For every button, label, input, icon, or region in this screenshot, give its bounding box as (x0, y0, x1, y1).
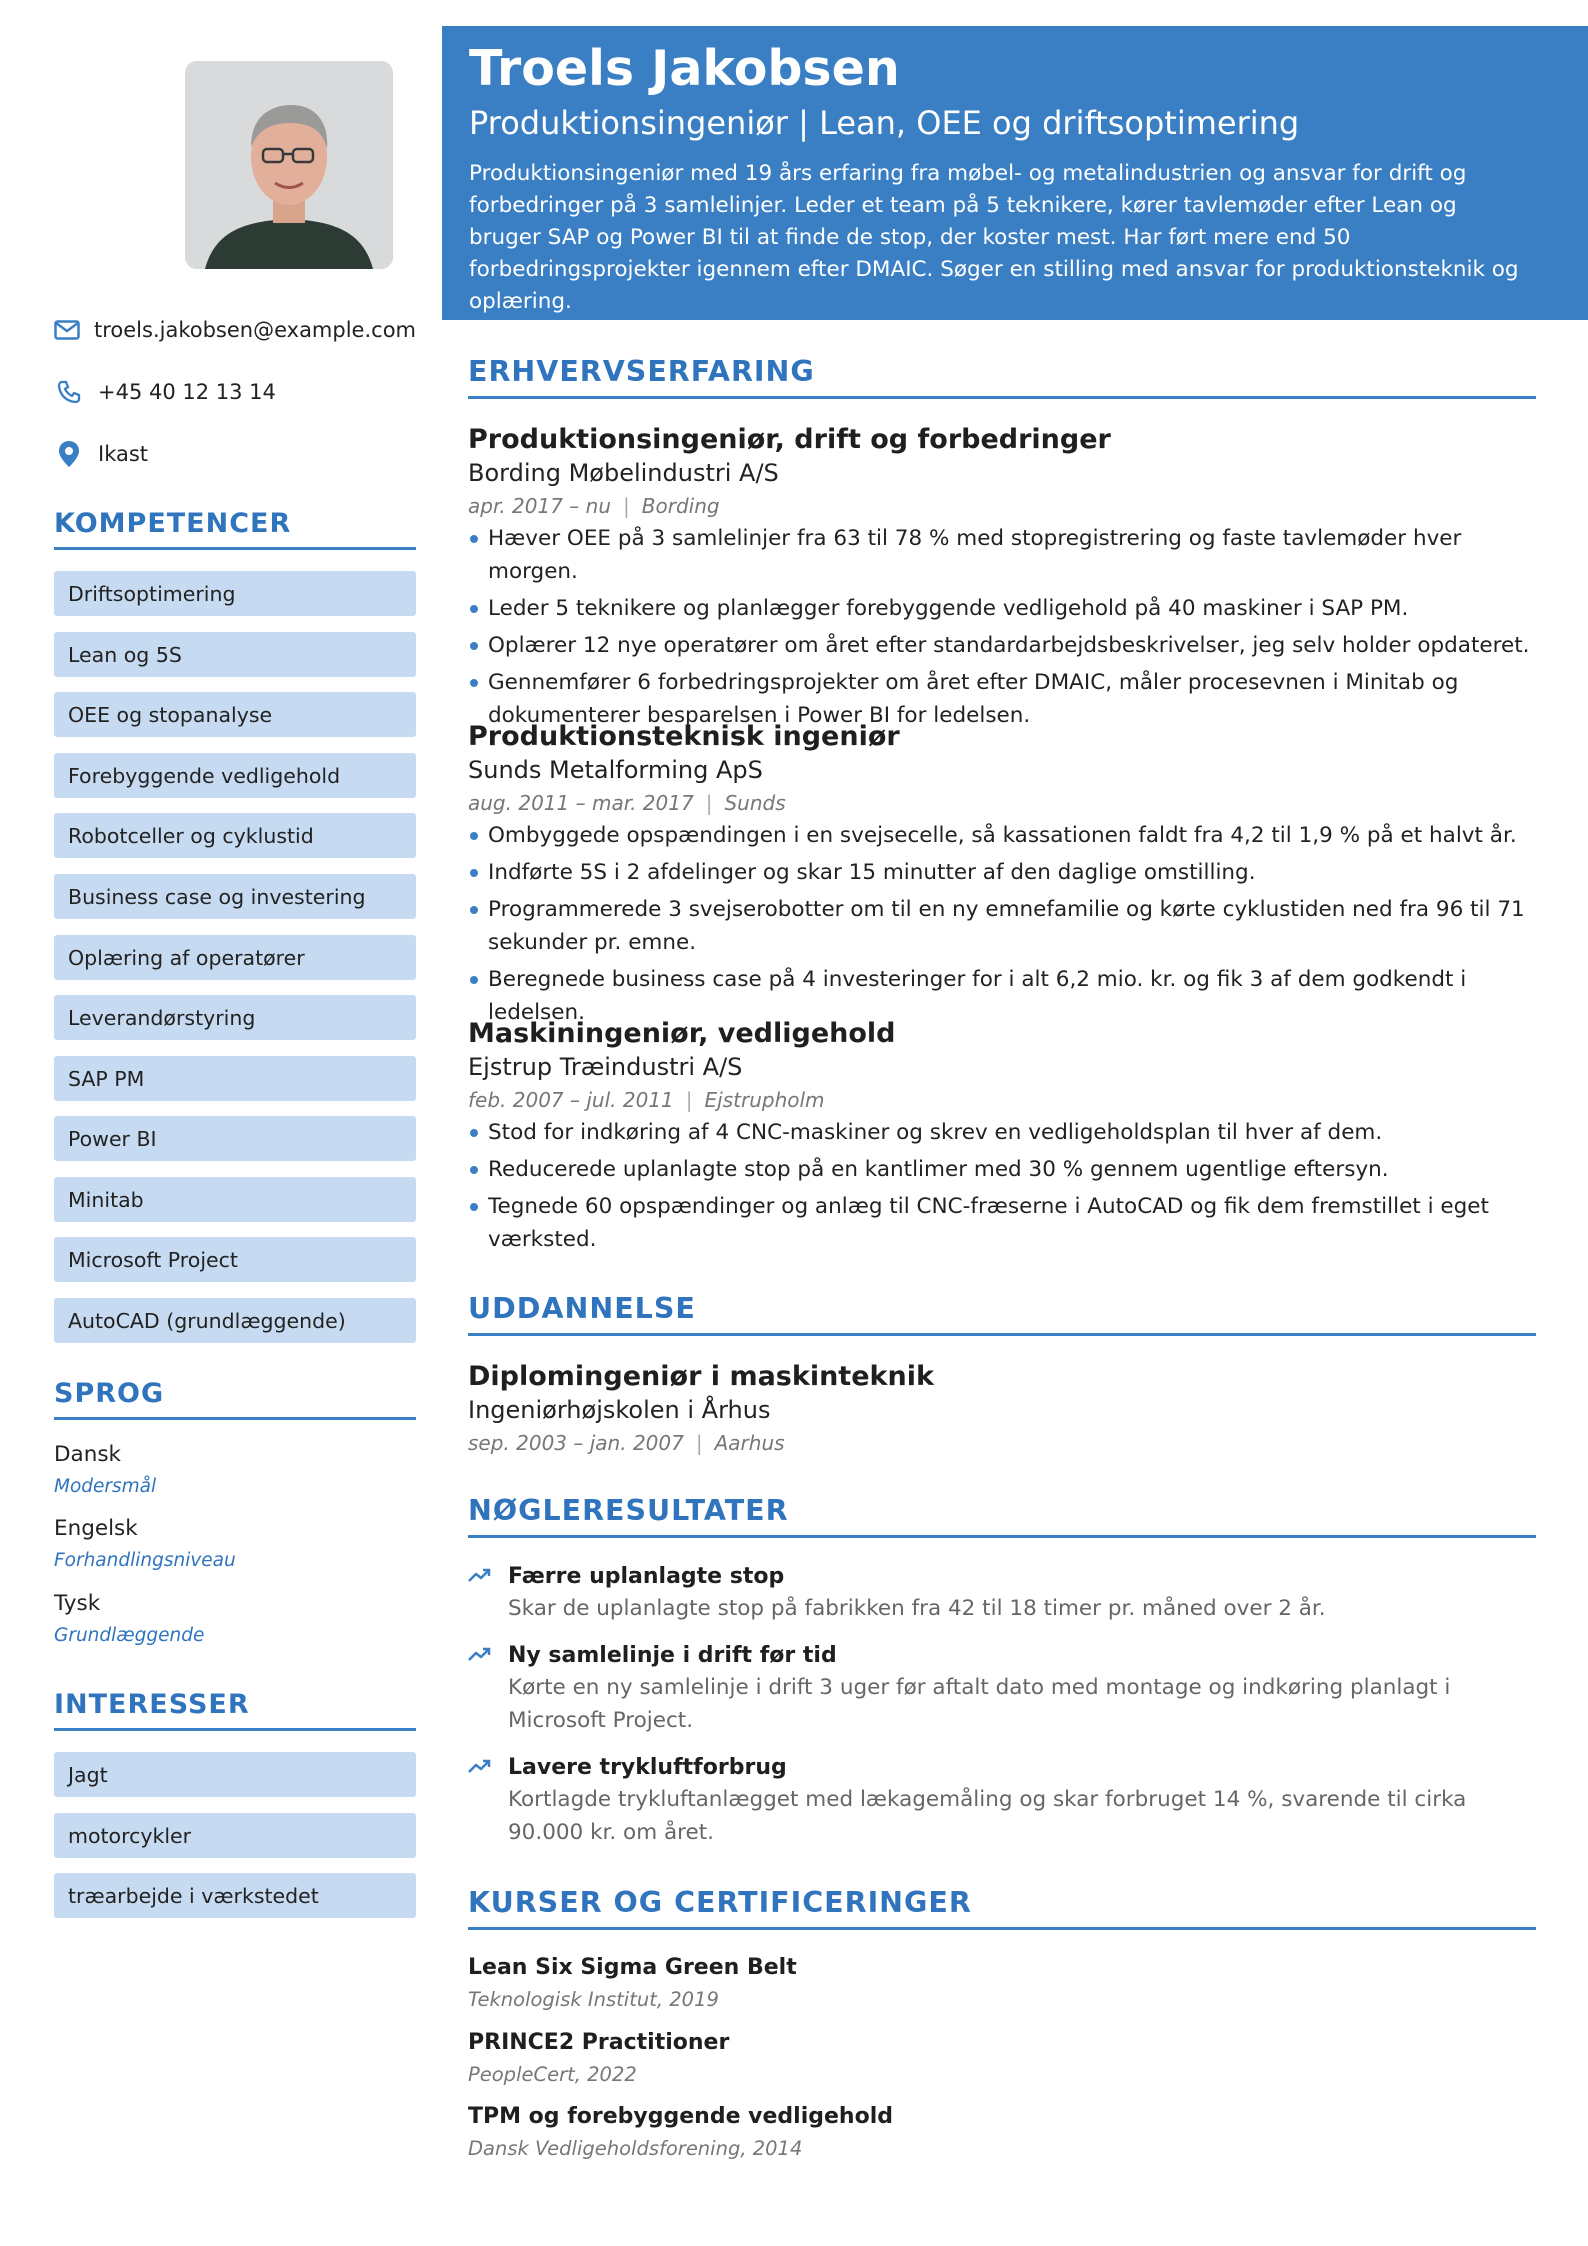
skill-chip: Driftsoptimering (54, 571, 416, 616)
candidate-title: Produktionsingeniør | Lean, OEE og driftsoptimering (469, 104, 1300, 142)
interest-chip: Jagt (54, 1752, 416, 1797)
skill-chip: Oplæring af operatører (54, 935, 416, 980)
job-title: Produktionsteknisk ingeniør (468, 721, 900, 752)
bullet-item: Leder 5 teknikere og planlægger forebyggende vedligehold på 40 maskiner i SAP PM. (468, 592, 1548, 625)
skill-chip: Power BI (54, 1116, 416, 1161)
job-location: Ejstrupholm (704, 1088, 825, 1112)
location-text: Ikast (98, 442, 149, 466)
job-bullets (468, 522, 1548, 736)
cert-org: PeopleCert, 2022 (468, 2063, 637, 2086)
separator: | (623, 494, 630, 518)
portrait-image (185, 61, 393, 269)
bullet-item: Beregnede business case på 4 investeringer for i alt 6,2 mio. kr. og fik 3 af dem godkendt i ledelsen. (468, 963, 1548, 1029)
trending-up-icon (468, 1645, 492, 1663)
separator: | (695, 1431, 703, 1455)
job-meta (468, 791, 786, 815)
profile-summary: Produktionsingeniør med 19 års erfaring fra møbel- og metalindustrien og ansvar for drift og forbedringer på 3 samlelinjer. Leder et team på 5 teknikere, kører tavlemøder efter Lean og bruger SAP og Power BI til at finde de stop, der koster mest. Har ført mere end 50 forbedringsprojekter igennem efter DMAIC. Søger en stilling med ansvar for produktionsteknik og oplæring. (469, 161, 1519, 314)
cert-name: Lean Six Sigma Green Belt (468, 1955, 797, 1980)
job-dates: apr. 2017 – nu (468, 494, 612, 518)
skill-chip: OEE og stopanalyse (54, 692, 416, 737)
result-text: Kortlagde trykluftanlægget med lækagemåling og skar forbruget 14 %, svarende til cirka 90.000 kr. om året. (508, 1787, 1467, 1845)
result-text: Skar de uplanlagte stop på fabrikken fra 42 til 18 timer pr. måned over 2 år. (508, 1596, 1326, 1621)
language-level: Grundlæggende (54, 1625, 205, 1646)
job-dates: aug. 2011 – mar. 2017 (468, 791, 694, 815)
skill-chip: SAP PM (54, 1056, 416, 1101)
job-company: Ejstrup Træindustri A/S (468, 1053, 743, 1081)
cert-org: Dansk Vedligeholdsforening, 2014 (468, 2137, 803, 2160)
result-title: Ny samlelinje i drift før tid (508, 1643, 837, 1668)
experience-heading: ERHVERVSERFARING (468, 355, 1536, 399)
contact-location (54, 434, 416, 474)
skill-chip: Business case og investering (54, 874, 416, 919)
job-title: Produktionsingeniør, drift og forbedringer (468, 424, 1111, 455)
cert-name: PRINCE2 Practitioner (468, 2030, 730, 2055)
job-dates: feb. 2007 – jul. 2011 (468, 1088, 674, 1112)
certifications-heading: KURSER OG CERTIFICERINGER (468, 1886, 1536, 1930)
bullet-item: Gennemfører 6 forbedringsprojekter om året efter DMAIC, måler procesevnen i Minitab og dokumenterer besparelsen i Power BI for ledelsen. (468, 666, 1548, 732)
bullet-item: Oplærer 12 nye operatører om året efter standardarbejdsbeskrivelser, jeg selv holder opdateret. (468, 629, 1548, 662)
separator: | (705, 791, 713, 815)
map-pin-icon (54, 439, 84, 469)
result-title: Lavere trykluftforbrug (508, 1755, 787, 1780)
bullet-item: Indførte 5S i 2 afdelinger og skar 15 minutter af den daglige omstilling. (468, 856, 1548, 889)
separator: | (685, 1088, 693, 1112)
job-location: Sunds (724, 791, 786, 815)
result-item (468, 1753, 1548, 1849)
header-banner (442, 26, 1588, 320)
job-meta (468, 494, 720, 518)
bullet-item: Hæver OEE på 3 samlelinjer fra 63 til 78 % med stopregistrering og faste tavlemøder hver morgen. (468, 522, 1548, 588)
profile-photo (185, 61, 393, 269)
trending-up-icon (468, 1566, 492, 1584)
education-meta (468, 1431, 785, 1455)
bullet-item: Programmerede 3 svejserobotter om til en ny emnefamilie og kørte cyklustiden ned fra 96 til 71 sekunder pr. emne. (468, 893, 1548, 959)
interest-chip: træarbejde i værkstedet (54, 1873, 416, 1918)
mail-icon (54, 315, 80, 345)
bullet-item: Reducerede uplanlagte stop på en kantlimer med 30 % gennem ugentlige eftersyn. (468, 1153, 1548, 1186)
result-text: Kørte en ny samlelinje i drift 3 uger før aftalt dato med montage og indkøring planlagt i Microsoft Project. (508, 1675, 1451, 1733)
bullet-item: Stod for indkøring af 4 CNC-maskiner og skrev en vedligeholdsplan til hver af dem. (468, 1116, 1548, 1149)
skill-chip: Microsoft Project (54, 1237, 416, 1282)
interests-heading: INTERESSER (54, 1689, 416, 1731)
skills-heading: KOMPETENCER (54, 508, 416, 550)
result-item (468, 1562, 1548, 1625)
phone-text: +45 40 12 13 14 (98, 380, 276, 404)
bullet-item: Ombyggede opspændingen i en svejsecelle, så kassationen faldt fra 4,2 til 1,9 % på et halvt år. (468, 819, 1548, 852)
interest-chip: motorcykler (54, 1813, 416, 1858)
job-bullets (468, 1116, 1548, 1260)
job-location: Bording (641, 494, 720, 518)
languages-heading: SPROG (54, 1378, 416, 1420)
skill-chip: Leverandørstyring (54, 995, 416, 1040)
contact-phone[interactable] (54, 372, 416, 412)
skill-chip: AutoCAD (grundlæggende) (54, 1298, 416, 1343)
results-heading: NØGLERESULTATER (468, 1494, 1536, 1538)
language-name: Tysk (54, 1591, 101, 1616)
result-title: Færre uplanlagte stop (508, 1564, 785, 1589)
education-dates: sep. 2003 – jan. 2007 (468, 1431, 684, 1455)
education-degree: Diplomingeniør i maskinteknik (468, 1361, 934, 1392)
skill-chip: Forebyggende vedligehold (54, 753, 416, 798)
trending-up-icon (468, 1757, 492, 1775)
candidate-name: Troels Jakobsen (469, 40, 900, 97)
bullet-item: Tegnede 60 opspændinger og anlæg til CNC-fræserne i AutoCAD og fik dem fremstillet i eget værksted. (468, 1190, 1548, 1256)
job-company: Sunds Metalforming ApS (468, 756, 763, 784)
language-name: Dansk (54, 1442, 122, 1467)
cert-org: Teknologisk Institut, 2019 (468, 1988, 719, 2011)
skill-chip: Lean og 5S (54, 632, 416, 677)
job-title: Maskiningeniør, vedligehold (468, 1018, 896, 1049)
education-location: Aarhus (714, 1431, 785, 1455)
phone-icon (54, 377, 84, 407)
skill-chip: Minitab (54, 1177, 416, 1222)
language-level: Modersmål (54, 1476, 157, 1497)
education-school: Ingeniørhøjskolen i Århus (468, 1396, 771, 1424)
job-meta (468, 1088, 825, 1112)
result-item (468, 1641, 1548, 1737)
email-text: troels.jakobsen@example.com (94, 318, 417, 342)
language-name: Engelsk (54, 1516, 138, 1541)
education-heading: UDDANNELSE (468, 1292, 1536, 1336)
job-bullets (468, 819, 1548, 1033)
language-level: Forhandlingsniveau (54, 1550, 236, 1571)
cert-name: TPM og forebyggende vedligehold (468, 2104, 893, 2129)
job-company: Bording Møbelindustri A/S (468, 459, 779, 487)
contact-email[interactable] (54, 310, 416, 350)
skill-chip: Robotceller og cyklustid (54, 813, 416, 858)
